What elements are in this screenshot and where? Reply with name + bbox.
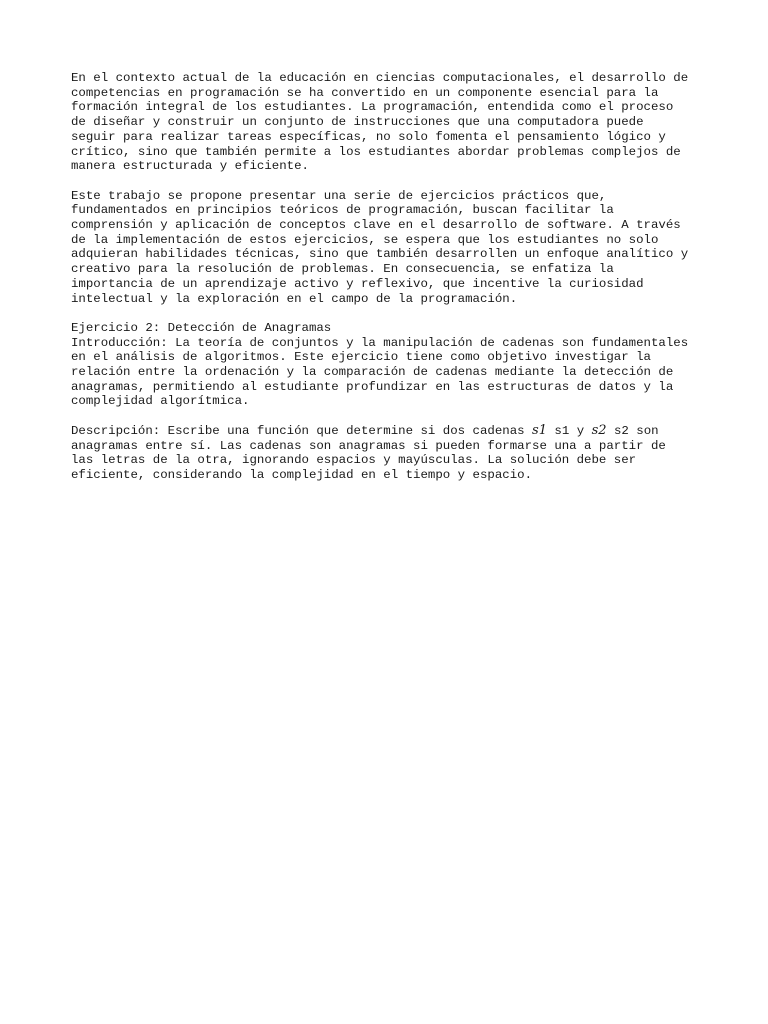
description-text-end: s2 son anagramas entre sí. Las cadenas son anagramas si pueden formarse una a partir de las letras de la otra, ignorando espacios y mayúsculas. La solución debe ser eficiente, considerando la complejidad en el tiempo y espacio. — [71, 423, 666, 482]
document-page — [71, 71, 701, 497]
exercise-section — [71, 321, 701, 409]
exercise-description — [71, 424, 701, 483]
math-s1-sub: 1 — [538, 422, 547, 438]
description-text-start: Descripción: Escribe una función que determine si dos cadenas — [71, 423, 533, 438]
intro-paragraph-1: En el contexto actual de la educación en ciencias computacionales, el desarrollo de competencias en programación se ha convertido en un componente esencial para la formación integral de los estudiantes. La programación, entendida como el proceso de diseñar y construir un conjunto de instrucciones que una computadora puede seguir para realizar tareas específicas, no solo fomenta el pensamiento lógico y crítico, sino que también permite a los estudiantes abordar problemas complejos de manera estructurada y eficiente. — [71, 71, 689, 174]
exercise-title: Ejercicio 2: Detección de Anagramas — [71, 320, 332, 335]
math-s2-var: s — [591, 422, 599, 438]
intro-paragraph-2: Este trabajo se propone presentar una serie de ejercicios prácticos que, fundamentados en principios teóricos de programación, buscan facilitar la comprensión y aplicación de conceptos clave en el desarrollo de software. A través de la implementación de estos ejercicios, se espera que los estudiantes no solo adquieran habilidades técnicas, sino que también desarrollen un enfoque analítico y creativo para la resolución de problemas. En consecuencia, se enfatiza la importancia de un aprendizaje activo y reflexivo, que incentive la curiosidad intelectual y la exploración en el campo de la programación. — [71, 188, 689, 306]
math-s2-sub: 2 — [598, 422, 607, 438]
math-s2 — [592, 423, 607, 438]
math-s1 — [532, 423, 547, 438]
description-text-s1: s1 y — [546, 423, 592, 438]
exercise-introduction: Introducción: La teoría de conjuntos y la manipulación de cadenas son fundamentales en el análisis de algoritmos. Este ejercicio tiene como objetivo investigar la relación entre la ordenación y la comparación de cadenas mediante la detección de anagramas, permitiendo al estudiante profundizar en las estructuras de datos y la complejidad algorítmica. — [71, 335, 689, 409]
math-s1-var: s — [532, 422, 539, 438]
